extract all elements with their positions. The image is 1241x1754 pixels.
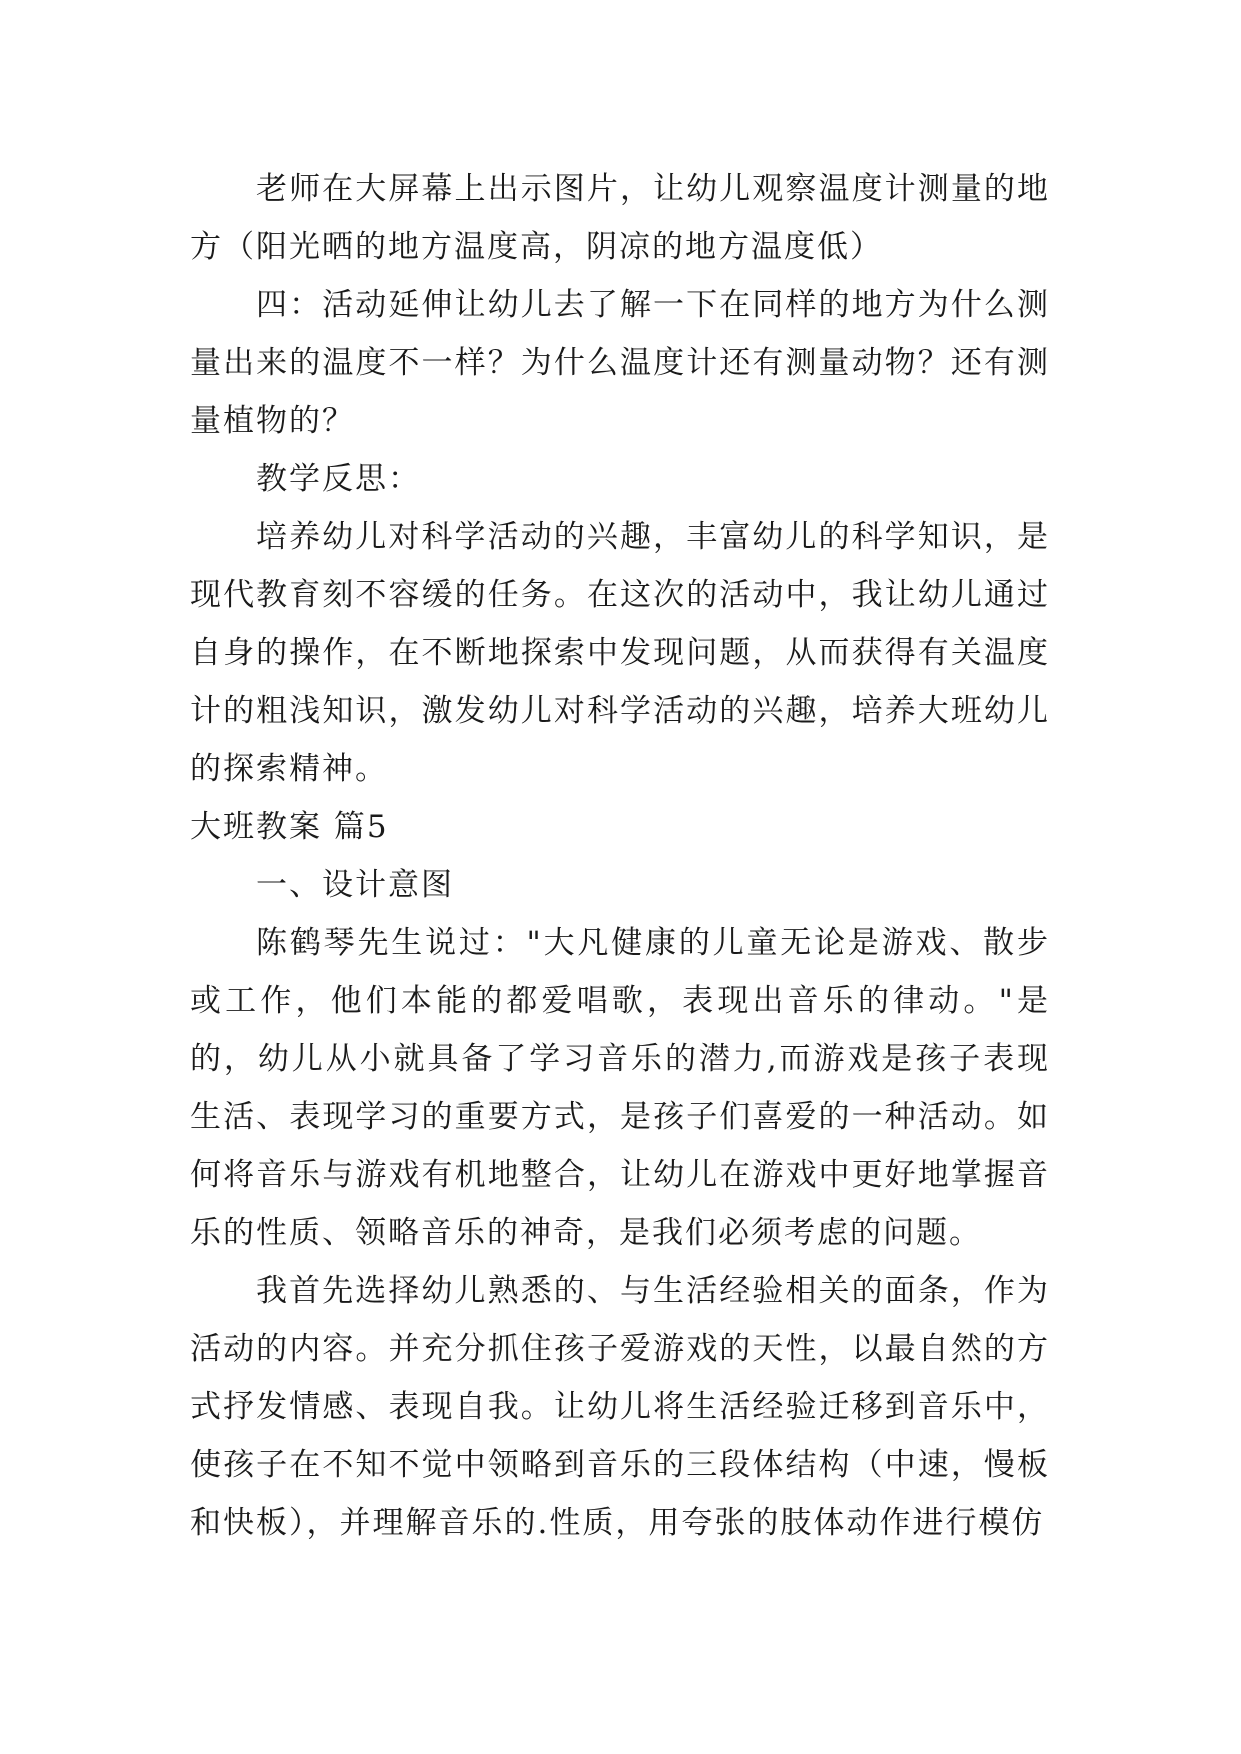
- paragraph-reflection-label: 教学反思：: [256, 461, 421, 497]
- paragraph-activity-extension: 四：活动延伸让幼儿去了解一下在同样的地方为什么测量出来的温度不一样？为什么温度计还有测量动物？还有测量植物的？: [190, 287, 1050, 439]
- paragraph-design-intent-content: 我首先选择幼儿熟悉的、与生活经验相关的面条，作为活动的内容。并充分抓住孩子爱游戏的天性，以最自然的方式抒发情感、表现自我。让幼儿将生活经验迁移到音乐中，使孩子在不知不觉中领略到音乐的三段体结构（中速，慢板和快板），并理解音乐的.性质，用夸张的肢体动作进行模仿: [190, 1273, 1050, 1541]
- paragraph-design-intent-label: 一、设计意图: [256, 867, 454, 903]
- paragraph-design-intent-quote: 陈鹤琴先生说过："大凡健康的儿童无论是游戏、散步或工作，他们本能的都爱唱歌，表现出音乐的律动。"是的，幼儿从小就具备了学习音乐的潜力,而游戏是孩子表现生活、表现学习的重要方式，是孩子们喜爱的一种活动。如何将音乐与游戏有机地整合，让幼儿在游戏中更好地掌握音乐的性质、领略音乐的神奇，是我们必须考虑的问题。: [190, 925, 1050, 1251]
- paragraph-reflection-body: 培养幼儿对科学活动的兴趣，丰富幼儿的科学知识，是现代教育刻不容缓的任务。在这次的活动中，我让幼儿通过自身的操作，在不断地探索中发现问题，从而获得有关温度计的粗浅知识，激发幼儿对科学活动的兴趣，培养大班幼儿的探索精神。: [190, 519, 1050, 787]
- document-page: [190, 160, 1050, 1552]
- paragraph-thermometer-observation: 老师在大屏幕上出示图片，让幼儿观察温度计测量的地方（阳光晒的地方温度高，阴凉的地方温度低）: [190, 171, 1050, 265]
- section-heading: 大班教案 篇5: [190, 809, 389, 845]
